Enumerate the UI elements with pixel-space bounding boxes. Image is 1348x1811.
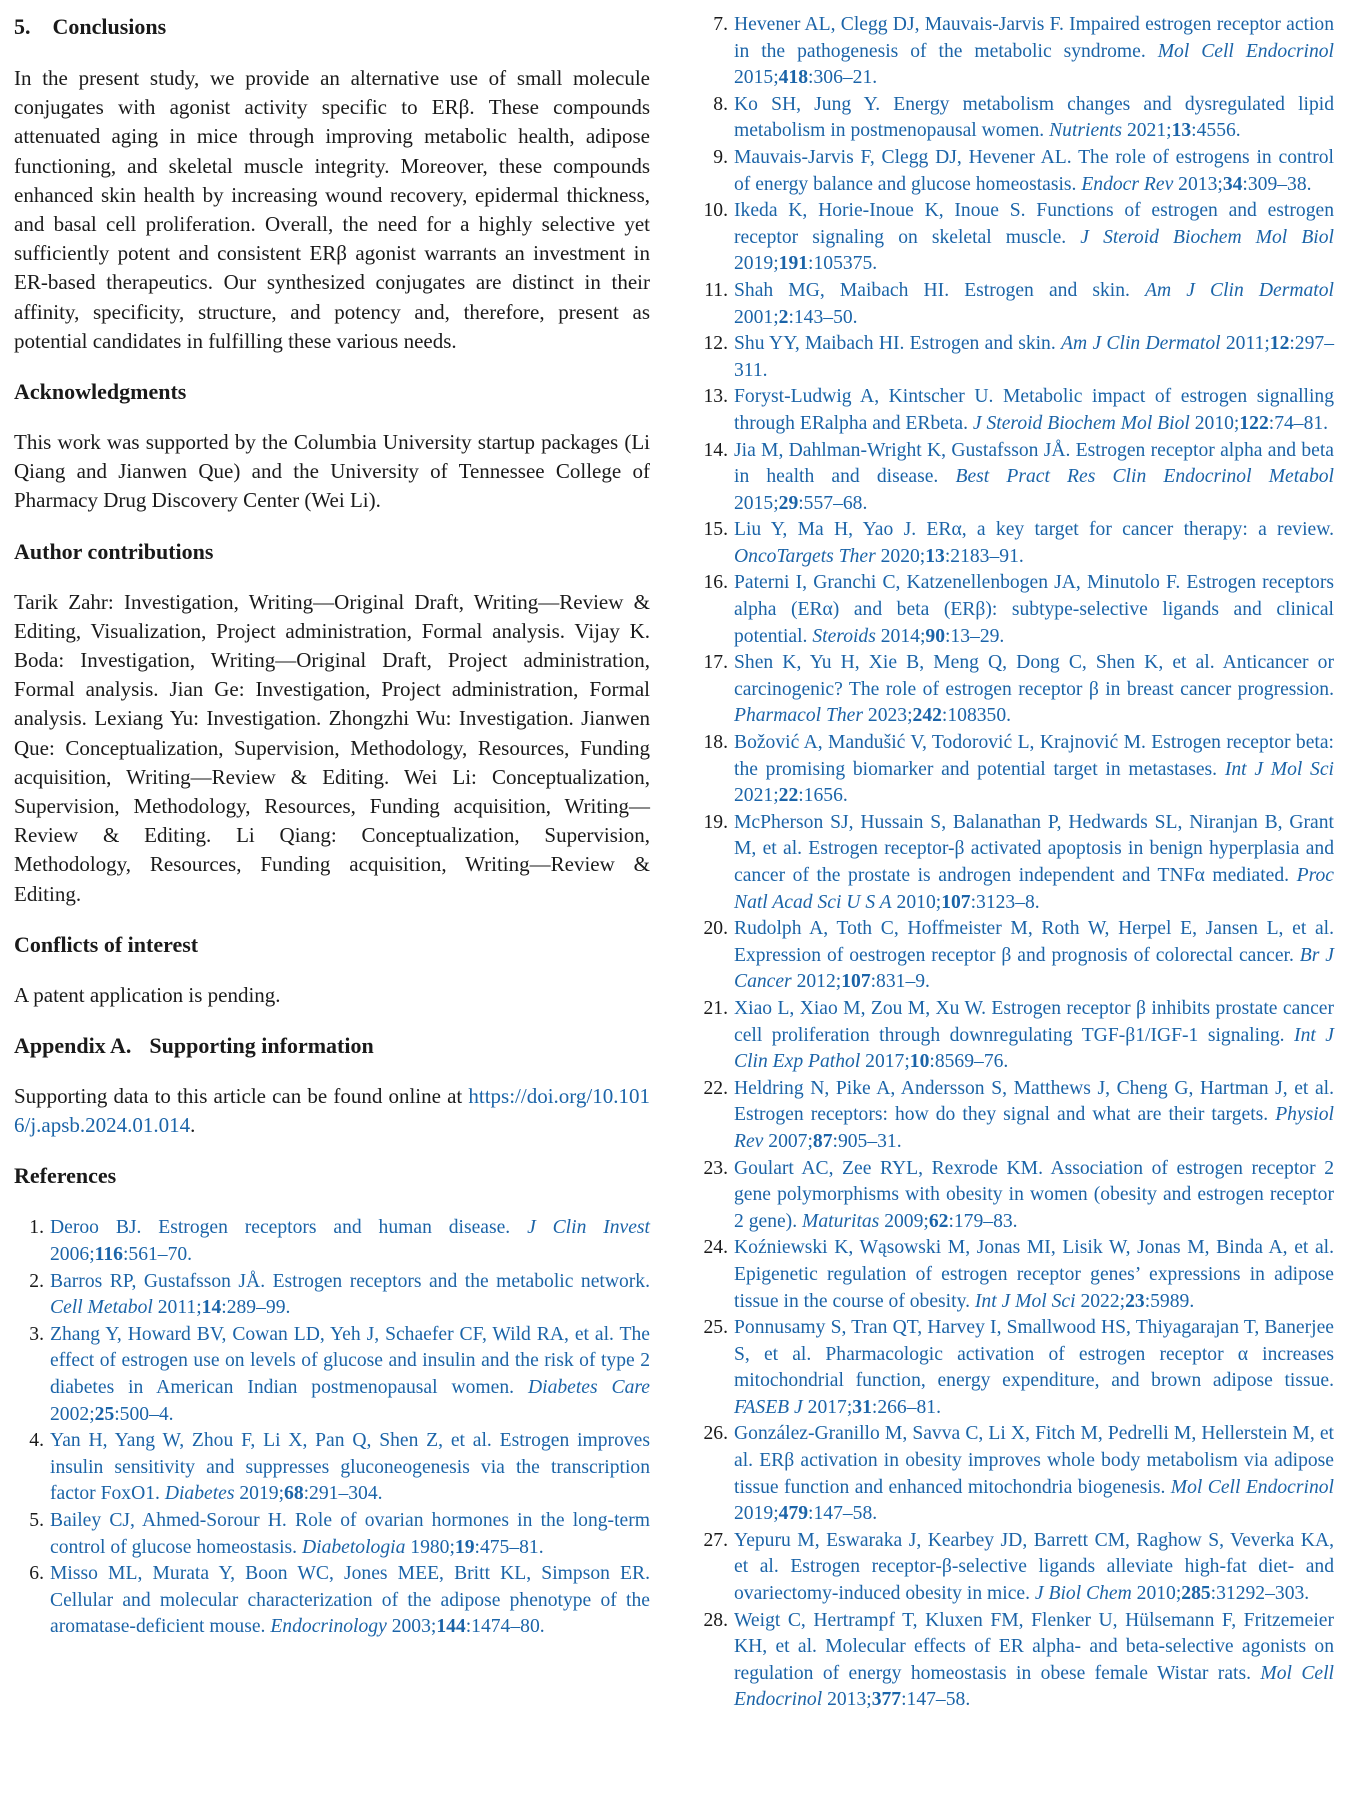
reference-text (734, 1423, 1334, 1524)
reference-item[interactable] (688, 730, 1334, 810)
reference-year: 2010; (1131, 1583, 1182, 1605)
reference-number: 8. (713, 93, 728, 115)
reference-year: 2020; (875, 545, 926, 567)
reference-journal: Mol Cell Endocrinol (1157, 40, 1334, 62)
reference-journal: J Steroid Biochem Mol Biol (972, 412, 1190, 434)
appendix-heading-text: Supporting information (149, 1033, 374, 1059)
reference-text (50, 1324, 650, 1425)
right-column (688, 0, 1334, 1714)
reference-pages: :306–21. (808, 67, 878, 89)
reference-pages: :475–81. (474, 1536, 544, 1558)
reference-text (50, 1271, 650, 1319)
reference-year: 2002; (50, 1403, 95, 1425)
reference-pages: :309–38. (1242, 173, 1312, 195)
reference-item[interactable] (688, 1315, 1334, 1421)
reference-text (50, 1510, 650, 1558)
reference-year: 2007; (763, 1130, 813, 1152)
reference-volume: 19 (454, 1536, 475, 1558)
conflicts-heading: Conflicts of interest (14, 931, 199, 957)
reference-pages: :4556. (1191, 120, 1241, 142)
reference-volume: 144 (436, 1616, 466, 1638)
reference-volume: 418 (778, 67, 809, 89)
reference-volume: 285 (1181, 1583, 1211, 1605)
reference-text (734, 918, 1334, 992)
reference-year: 2013; (822, 1689, 872, 1711)
reference-authors-title: Zhang Y, Howard BV, Cowan LD, Yeh J, Schaefer CF, Wild RA, et al. The effect of estrogen use on levels of glucose and insulin and the risk of type 2 diabetes in American Indian postmenopausal women. (50, 1323, 650, 1399)
reference-text (50, 1563, 650, 1637)
reference-number: 17. (703, 652, 728, 674)
reference-journal: Endocr Rev (1081, 173, 1174, 195)
reference-number: 1. (29, 1217, 44, 1239)
reference-item[interactable] (688, 1608, 1334, 1714)
reference-year: 2010; (1189, 412, 1240, 434)
reference-year: 2015; (734, 67, 779, 89)
reference-number: 14. (703, 439, 728, 461)
conclusions-heading-text: Conclusions (52, 14, 167, 39)
reference-item[interactable] (688, 1156, 1334, 1236)
reference-volume: 107 (941, 891, 971, 913)
reference-pages: :3123–8. (970, 891, 1040, 913)
reference-item[interactable] (688, 916, 1334, 996)
reference-volume: 122 (1239, 412, 1269, 434)
reference-text (734, 94, 1334, 142)
reference-pages: :143–50. (788, 306, 858, 328)
reference-text (734, 1237, 1334, 1311)
reference-volume: 2 (778, 306, 789, 328)
reference-volume: 116 (94, 1244, 123, 1266)
reference-year: 2012; (791, 971, 842, 993)
reference-year: 2019; (234, 1483, 285, 1505)
reference-volume: 23 (1125, 1290, 1145, 1312)
reference-volume: 479 (778, 1503, 809, 1525)
reference-volume: 14 (201, 1297, 222, 1319)
reference-journal: Diabetologia (301, 1536, 406, 1558)
reference-pages: :289–99. (221, 1297, 291, 1319)
reference-item[interactable] (688, 517, 1334, 570)
reference-pages: :13–29. (944, 625, 1005, 647)
reference-year: 2022; (1075, 1290, 1126, 1312)
appendix-heading (14, 1031, 650, 1061)
reference-item[interactable] (14, 1508, 650, 1561)
reference-pages: :1656. (798, 785, 848, 807)
reference-authors-title: Shu YY, Maibach HI. Estrogen and skin. (734, 333, 1062, 355)
reference-number: 23. (703, 1157, 728, 1179)
reference-year: 2011; (1220, 333, 1270, 355)
reference-pages: :8569–76. (929, 1051, 1009, 1073)
reference-text (734, 14, 1334, 88)
reference-volume: 377 (871, 1689, 902, 1711)
reference-item[interactable] (688, 810, 1334, 916)
reference-number: 16. (703, 572, 728, 594)
reference-text (734, 1317, 1334, 1418)
reference-text (734, 1078, 1334, 1152)
reference-text (50, 1217, 650, 1265)
reference-number: 6. (29, 1563, 44, 1585)
conflicts-text: A patent application is pending. (14, 982, 281, 1007)
reference-year: 2006; (50, 1244, 95, 1266)
reference-pages: :2183–91. (944, 545, 1024, 567)
reference-journal: Cell Metabol (50, 1297, 153, 1319)
reference-number: 4. (29, 1430, 44, 1452)
author-contributions-text: Tarik Zahr: Investigation, Writing—Original Draft, Writing—Review & Editing, Visualization, Project administration, Formal analysis. Vijay K. Boda: Investigation, Writing—Original Draft, Project administration, Formal analysis. Jian Ge: Investigation, Project administration, Formal analysis. Lexiang Yu: Investigation. Zhongzhi Wu: Investigation. Jianwen Que: Conceptualization, Supervision, Methodology, Resources, Funding acquisition, Writing—Review & Editing. Wei Li: Conceptualization, Supervision, Methodology, Resources, Funding acquisition, Writing—Review & Editing. Li Qiang: Conceptualization, Supervision, Methodology, Resources, Funding acquisition, Writing—Review & Editing. (14, 589, 650, 906)
reference-text (734, 280, 1334, 328)
reference-authors-title: McPherson SJ, Hussain S, Balanathan P, Hedwards SL, Niranjan B, Grant M, et al. Estrogen receptor-β activated apoptosis in benign hyperplasia and cancer of the prostate is androgen independent and TNFα mediated. (734, 811, 1334, 886)
reference-number: 27. (703, 1529, 728, 1551)
reference-journal: Mol Cell Endocrinol (1170, 1476, 1334, 1498)
reference-year: 2003; (386, 1616, 437, 1638)
reference-authors-title: Ikeda K, Horie-Inoue K, Inoue S. Functions of estrogen and estrogen receptor signaling on skeletal muscle. (734, 200, 1334, 248)
left-column (14, 0, 650, 1641)
reference-volume: 22 (778, 785, 799, 807)
reference-item[interactable] (688, 198, 1334, 278)
reference-item[interactable] (688, 570, 1334, 650)
reference-volume: 29 (778, 492, 799, 514)
reference-text (734, 440, 1334, 514)
reference-journal: Proc Natl Acad Sci U S A (734, 865, 1334, 913)
reference-journal: Steroids (812, 625, 876, 647)
reference-text (734, 1158, 1334, 1232)
reference-item[interactable] (14, 1428, 650, 1508)
reference-number: 15. (703, 519, 728, 541)
reference-volume: 68 (284, 1483, 304, 1505)
reference-pages: :147–58. (901, 1689, 971, 1711)
conclusions-heading-number: 5. (14, 14, 31, 39)
reference-year: 2001; (734, 306, 779, 328)
reference-number: 20. (703, 918, 728, 940)
reference-authors-title: Misso ML, Murata Y, Boon WC, Jones MEE, Britt KL, Simpson ER. Cellular and molecular characterization of the adipose phenotype of the aromatase-deficient mouse. (50, 1563, 650, 1638)
references-list-left (14, 1215, 650, 1641)
reference-journal: J Biol Chem (1034, 1583, 1132, 1605)
reference-volume: 13 (925, 545, 945, 567)
reference-item[interactable] (688, 438, 1334, 518)
reference-item[interactable] (688, 12, 1334, 92)
author-contributions-heading: Author contributions (14, 538, 214, 564)
reference-pages: :5989. (1144, 1290, 1195, 1312)
reference-journal: Best Pract Res Clin Endocrinol Metabol (955, 466, 1334, 488)
reference-journal: Diabetes (164, 1483, 235, 1505)
reference-text (734, 812, 1334, 913)
reference-authors-title: Hevener AL, Clegg DJ, Mauvais-Jarvis F. Impaired estrogen receptor action in the pathogenesis of the metabolic syndrome. (734, 14, 1334, 62)
reference-authors-title: Foryst-Ludwig A, Kintscher U. Metabolic impact of estrogen signalling through ERalpha and ERbeta. (734, 386, 1334, 434)
references-heading: References (14, 1163, 117, 1189)
reference-volume: 13 (1171, 120, 1192, 142)
reference-text (734, 200, 1334, 274)
reference-number: 22. (703, 1077, 728, 1099)
appendix-text (14, 1082, 650, 1140)
reference-authors-title: González-Granillo M, Savva C, Li X, Fitch M, Pedrelli M, Hellerstein M, et al. ERβ activation in obesity improves whole body metabolism via adipose tissue function and enhanced mitochondria biogenesis. (734, 1423, 1334, 1498)
reference-authors-title: Barros RP, Gustafsson JÅ. Estrogen receptors and the metabolic network. (50, 1270, 650, 1292)
reference-text (734, 386, 1334, 434)
reference-authors-title: Ponnusamy S, Tran QT, Harvey I, Smallwood HS, Thiyagarajan T, Banerjee S, et al. Pharmacologic activation of estrogen receptor α increases mitochondrial function, energy expenditure, and brown adipose tissue. (734, 1317, 1334, 1392)
reference-item[interactable] (688, 1235, 1334, 1315)
reference-year: 1980; (405, 1536, 455, 1558)
reference-year: 2010; (891, 891, 942, 913)
reference-volume: 107 (841, 971, 871, 993)
reference-number: 18. (703, 732, 728, 754)
reference-number: 7. (713, 14, 728, 35)
reference-journal: OncoTargets Ther (734, 545, 876, 567)
reference-journal: Int J Mol Sci (1224, 758, 1334, 780)
reference-journal: Maturitas (802, 1210, 880, 1232)
reference-year: 2015; (734, 492, 779, 514)
reference-item[interactable] (688, 331, 1334, 384)
reference-number: 5. (29, 1510, 44, 1532)
reference-pages: :557–68. (798, 492, 868, 514)
reference-volume: 87 (812, 1130, 833, 1152)
reference-year: 2017; (860, 1051, 910, 1073)
reference-text (734, 732, 1334, 806)
reference-item[interactable] (688, 1076, 1334, 1156)
reference-item[interactable] (688, 92, 1334, 145)
reference-item[interactable] (688, 384, 1334, 437)
reference-journal: Nutrients (1049, 120, 1123, 142)
reference-pages: :105375. (808, 253, 878, 275)
reference-authors-title: Jia M, Dahlman-Wright K, Gustafsson JÅ. Estrogen receptor alpha and beta in health and disease. (734, 439, 1334, 488)
supporting-data-link[interactable]: https://doi.org/10.1016/j.apsb.2024.01.014 (14, 1084, 650, 1138)
reference-year: 2021; (734, 785, 779, 807)
reference-number: 24. (703, 1237, 728, 1259)
reference-journal: Diabetes Care (527, 1377, 650, 1399)
reference-number: 12. (703, 333, 728, 355)
reference-authors-title: Shen K, Yu H, Xie B, Meng Q, Dong C, Shen K, et al. Anticancer or carcinogenic? The role of estrogen receptor β in breast cancer progression. (734, 652, 1334, 700)
appendix-text-end: . (190, 1113, 196, 1138)
reference-volume: 242 (912, 705, 942, 727)
reference-number: 3. (29, 1323, 44, 1345)
reference-year: 2013; (1173, 173, 1223, 195)
reference-authors-title: Yan H, Yang W, Zhou F, Li X, Pan Q, Shen Z, et al. Estrogen improves insulin sensitivity and suppresses gluconeogenesis via the transcription factor FoxO1. (50, 1430, 650, 1505)
reference-authors-title: Bailey CJ, Ahmed-Sorour H. Role of ovarian hormones in the long-term control of glucose homeostasis. (50, 1510, 650, 1558)
appendix-heading-label: Appendix A. (14, 1033, 132, 1059)
reference-pages: :147–58. (808, 1503, 878, 1525)
reference-text (734, 1530, 1334, 1604)
reference-number: 9. (713, 146, 728, 168)
reference-pages: :831–9. (870, 971, 930, 993)
reference-item[interactable] (688, 1528, 1334, 1608)
reference-year: 2019; (734, 1503, 779, 1525)
reference-pages: :31292–303. (1210, 1583, 1310, 1605)
reference-year: 2009; (879, 1210, 929, 1232)
reference-item[interactable] (688, 996, 1334, 1076)
reference-authors-title: Heldring N, Pike A, Andersson S, Matthews J, Cheng G, Hartman J, et al. Estrogen receptors: how do they signal and what are their targets. (734, 1077, 1334, 1126)
reference-volume: 90 (925, 625, 945, 647)
reference-number: 19. (703, 811, 728, 833)
reference-journal: Am J Clin Dermatol (1145, 279, 1334, 301)
reference-authors-title: Yepuru M, Eswaraka J, Kearbey JD, Barrett CM, Raghow S, Veverka KA, et al. Estrogen receptor-β-selective ligands alleviate high-fat diet- and ovariectomy-induced obesity in mice. (734, 1529, 1334, 1605)
reference-volume: 62 (928, 1210, 949, 1232)
reference-authors-title: Deroo BJ. Estrogen receptors and human disease. (50, 1217, 528, 1239)
reference-journal: J Steroid Biochem Mol Biol (1080, 226, 1334, 248)
reference-journal: Am J Clin Dermatol (1061, 333, 1221, 355)
reference-item[interactable] (688, 145, 1334, 198)
reference-authors-title: Liu Y, Ma H, Yao J. ERα, a key target for cancer therapy: a review. (734, 519, 1334, 541)
reference-year: 2019; (734, 253, 779, 275)
reference-text (734, 572, 1334, 646)
reference-authors-title: Paterni I, Granchi C, Katzenellenbogen JA, Minutolo F. Estrogen receptors alpha (ERα) and beta (ERβ): subtype-selective ligands and clinical potential. (734, 572, 1334, 647)
reference-pages: :291–304. (303, 1483, 383, 1505)
reference-item[interactable] (14, 1561, 650, 1641)
reference-authors-title: Goulart AC, Zee RYL, Rexrode KM. Association of estrogen receptor 2 gene polymorphisms with obesity in women (obesity and estrogen receptor 2 gene). (734, 1157, 1334, 1232)
reference-pages: :561–70. (122, 1244, 193, 1266)
conclusions-text: In the present study, we provide an alternative use of small molecule conjugates with agonist activity specific to ERβ. These compounds attenuated aging in mice through improving metabolic health, adipose functioning, and skeletal muscle integrity. Moreover, these compounds enhanced skin health by increasing wound recovery, epidermal thickness, and basal cell proliferation. Overall, the need for a highly selective yet sufficiently potent and consistent ERβ agonist warrants an investment in ER-based therapeutics. Our synthesized conjugates are distinct in their affinity, specificity, structure, and potency and, therefore, present as potential candidates in fulfilling these various needs. (14, 66, 650, 353)
reference-pages: :266–81. (871, 1396, 941, 1418)
reference-number: 21. (703, 997, 728, 1019)
reference-item[interactable] (14, 1269, 650, 1322)
reference-number: 26. (703, 1423, 728, 1445)
reference-volume: 34 (1222, 173, 1243, 195)
reference-authors-title: Shah MG, Maibach HI. Estrogen and skin. (734, 279, 1146, 301)
reference-pages: :500–4. (114, 1403, 174, 1425)
reference-pages: :108350. (941, 705, 1012, 727)
reference-year: 2014; (875, 625, 926, 647)
reference-authors-title: Božović A, Mandušić V, Todorović L, Krajnović M. Estrogen receptor beta: the promising biomarker and potential target in metastases. (734, 732, 1334, 780)
reference-volume: 10 (909, 1051, 930, 1073)
references-list-right (688, 12, 1334, 1714)
reference-year: 2023; (863, 705, 913, 727)
appendix-text-lead: Supporting data to this article can be found online at (14, 1084, 469, 1109)
reference-number: 2. (29, 1270, 44, 1292)
reference-item[interactable] (688, 1421, 1334, 1527)
reference-number: 13. (703, 386, 728, 408)
reference-item[interactable] (14, 1215, 650, 1268)
reference-number: 10. (703, 200, 728, 222)
reference-pages: :74–81. (1268, 412, 1329, 434)
conclusions-heading (14, 12, 650, 42)
reference-volume: 25 (94, 1403, 115, 1425)
reference-pages: :1474–80. (465, 1616, 545, 1638)
reference-authors-title: Mauvais-Jarvis F, Clegg DJ, Hevener AL. The role of estrogens in control of energy balance and glucose homeostasis. (734, 146, 1334, 195)
reference-journal: J Clin Invest (527, 1217, 650, 1239)
reference-volume: 31 (852, 1396, 872, 1418)
reference-text (734, 333, 1334, 381)
reference-journal: Pharmacol Ther (734, 705, 863, 727)
reference-item[interactable] (688, 278, 1334, 331)
reference-authors-title: Weigt C, Hertrampf T, Kluxen FM, Flenker U, Hülsemann F, Fritzemeier KH, et al. Molecular effects of ER alpha- and beta-selective agonists on regulation of energy homeostasis in obese female Wistar rats. (734, 1609, 1334, 1684)
reference-volume: 191 (778, 253, 809, 275)
acknowledgments-text: This work was supported by the Columbia University startup packages (Li Qiang and Jianwen Que) and the University of Tennessee College of Pharmacy Drug Discovery Center (Wei Li). (14, 430, 650, 513)
reference-pages: :297–311. (734, 333, 1334, 381)
reference-authors-title: Ko SH, Jung Y. Energy metabolism changes and dysregulated lipid metabolism in postmenopausal women. (734, 93, 1334, 142)
reference-journal: Mol Cell Endocrinol (734, 1662, 1334, 1711)
reference-number: 28. (703, 1609, 728, 1631)
acknowledgments-heading: Acknowledgments (14, 379, 187, 405)
reference-journal: Int J Clin Exp Pathol (734, 1024, 1334, 1073)
reference-year: 2017; (802, 1396, 853, 1418)
reference-number: 25. (703, 1317, 728, 1339)
reference-pages: :905–31. (832, 1130, 902, 1152)
reference-journal: Int J Mol Sci (974, 1290, 1076, 1312)
reference-text (734, 147, 1334, 195)
reference-text (734, 519, 1334, 567)
reference-item[interactable] (688, 650, 1334, 730)
reference-journal: Br J Cancer (734, 944, 1334, 993)
reference-journal: Endocrinology (270, 1616, 387, 1638)
reference-authors-title: Rudolph A, Toth C, Hoffmeister M, Roth W, Herpel E, Jansen L, et al. Expression of oestrogen receptor β and prognosis of colorectal cancer. (734, 918, 1334, 966)
reference-item[interactable] (14, 1322, 650, 1428)
reference-journal: Physiol Rev (734, 1104, 1334, 1152)
reference-journal: FASEB J (734, 1396, 803, 1418)
reference-text (50, 1430, 650, 1504)
reference-volume: 12 (1269, 333, 1290, 355)
reference-authors-title: Xiao L, Xiao M, Zou M, Xu W. Estrogen receptor β inhibits prostate cancer cell proliferation through downregulating TGF-β1/IGF-1 signaling. (734, 997, 1334, 1046)
reference-text (734, 1610, 1334, 1711)
reference-pages: :179–83. (948, 1210, 1018, 1232)
reference-text (734, 998, 1334, 1072)
reference-authors-title: Koźniewski K, Wąsowski M, Jonas MI, Lisik W, Jonas M, Binda A, et al. Epigenetic regulation of estrogen receptor genes’ expressions in adipose tissue in the course of obesity. (734, 1237, 1334, 1312)
reference-year: 2021; (1122, 120, 1172, 142)
reference-number: 11. (704, 279, 728, 301)
reference-text (734, 652, 1334, 726)
reference-year: 2011; (152, 1297, 202, 1319)
